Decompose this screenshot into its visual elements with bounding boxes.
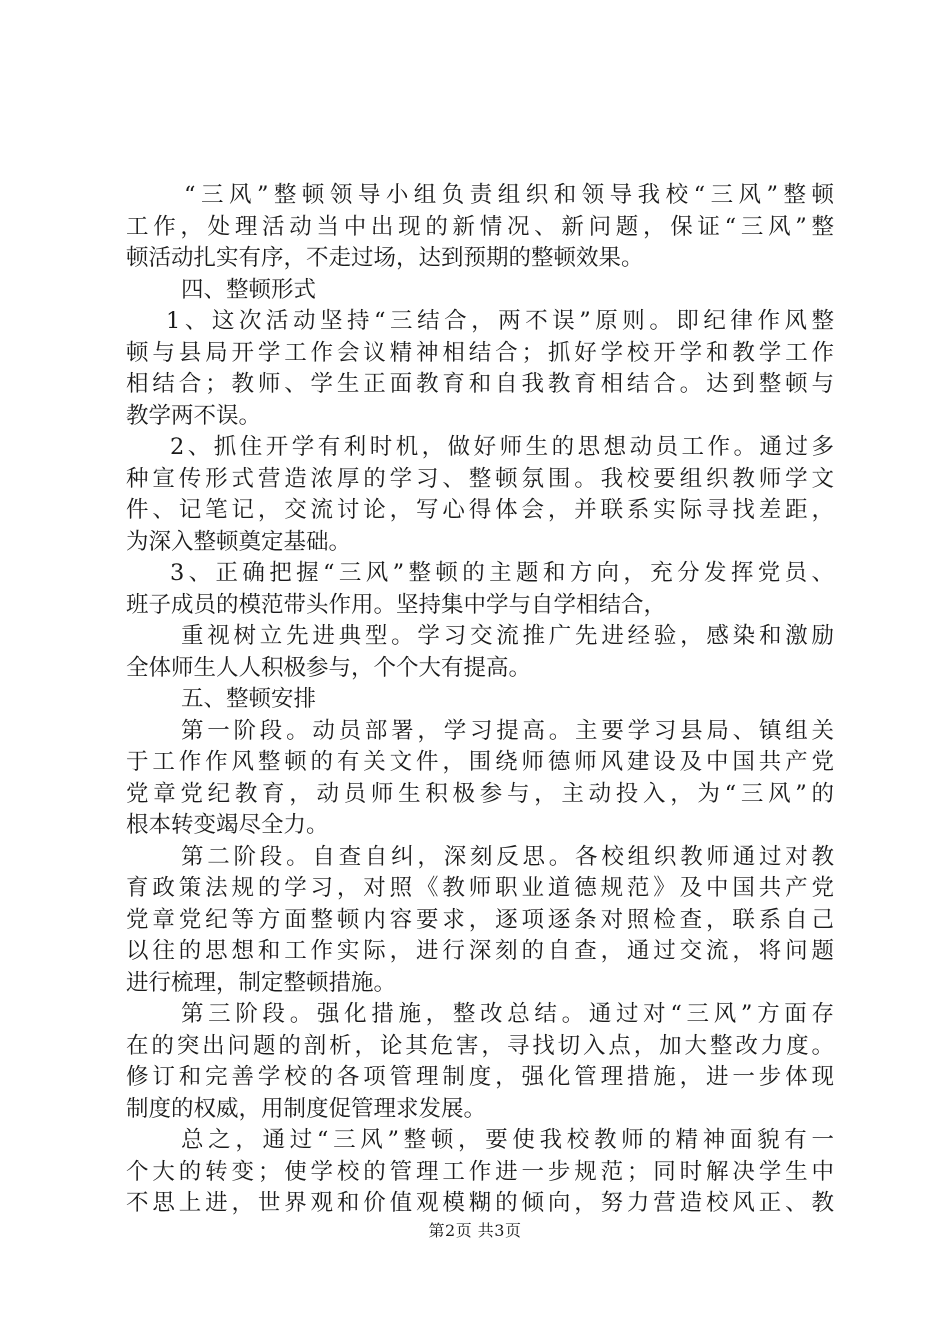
text-line: 件、记笔记，交流讨论，写心得体会，并联系实际寻找差距， [126, 497, 834, 523]
text-line: 育政策法规的学习，对照《教师职业道德规范》及中国共产党 [126, 875, 834, 901]
text-line: 相结合；教师、学生正面教育和自我教育相结合。达到整顿与 [126, 371, 834, 397]
text-line: 重视树立先进典型。学习交流推广先进经验，感染和激励 [181, 623, 834, 649]
text-line: 党章党纪等方面整顿内容要求，逐项逐条对照检查，联系自己 [126, 906, 834, 933]
text-line: 1、这次活动坚持“三结合，两不误”原则。即纪律作风整 [166, 308, 834, 334]
text-line: 以往的思想和工作实际，进行深刻的自查，通过交流，将问题 [126, 938, 834, 964]
text-line: 党章党纪教育，动员师生积极参与，主动投入，为“三风”的 [126, 780, 834, 807]
text-line: 2、抓住开学有利时机，做好师生的思想动员工作。通过多 [170, 434, 834, 460]
text-line: 为深入整顿奠定基础。 [126, 528, 352, 555]
text-line: 第三阶段。强化措施，整改总结。通过对“三风”方面存 [181, 1001, 834, 1027]
text-line: 工作，处理活动当中出现的新情况、新问题，保证“三风”整 [126, 213, 834, 240]
text-line: 修订和完善学校的各项管理制度，强化管理措施，进一步体现 [126, 1064, 834, 1090]
text-line: 顿与县局开学工作会议精神相结合；抓好学校开学和教学工作 [126, 339, 834, 366]
page-footer: 第2页 共3页 [428, 1221, 522, 1240]
text-line: 第二阶段。自查自纠，深刻反思。各校组织教师通过对教 [181, 843, 834, 870]
text-line: 班子成员的模范带头作用。坚持集中学与自学相结合， [126, 591, 667, 618]
text-line: 不思上进，世界观和价值观模糊的倾向，努力营造校风正、教 [126, 1190, 834, 1216]
text-line: “三风”整顿领导小组负责组织和领导我校“三风”整顿 [184, 182, 834, 208]
text-line: 第一阶段。动员部署，学习提高。主要学习县局、镇组关 [181, 717, 834, 744]
text-line: 根本转变竭尽全力。 [126, 812, 329, 838]
text-line: 总之，通过“三风”整顿，要使我校教师的精神面貌有一 [181, 1127, 834, 1153]
text-line: 顿活动扎实有序，不走过场，达到预期的整顿效果。 [126, 245, 644, 271]
text-line: 五、整顿安排 [181, 686, 317, 712]
document-body [126, 180, 834, 1220]
text-line: 在的突出问题的剖析，论其危害，寻找切入点，加大整改力度。 [126, 1032, 834, 1059]
text-line: 四、整顿形式 [181, 276, 317, 303]
text-line: 种宣传形式营造浓厚的学习、整顿氛围。我校要组织教师学文 [126, 465, 834, 492]
text-line: 于工作作风整顿的有关文件，围绕师德师风建设及中国共产党 [126, 749, 834, 775]
text-line: 制度的权威，用制度促管理求发展。 [126, 1095, 487, 1122]
text-line: 个大的转变；使学校的管理工作进一步规范；同时解决学生中 [126, 1158, 834, 1185]
text-line: 进行梳理，制定整顿措施。 [126, 969, 397, 996]
text-line: 全体师生人人积极参与，个个大有提高。 [126, 654, 532, 681]
text-line: 3、正确把握“三风”整顿的主题和方向，充分发挥党员、 [170, 560, 834, 586]
text-line: 教学两不误。 [126, 402, 262, 429]
